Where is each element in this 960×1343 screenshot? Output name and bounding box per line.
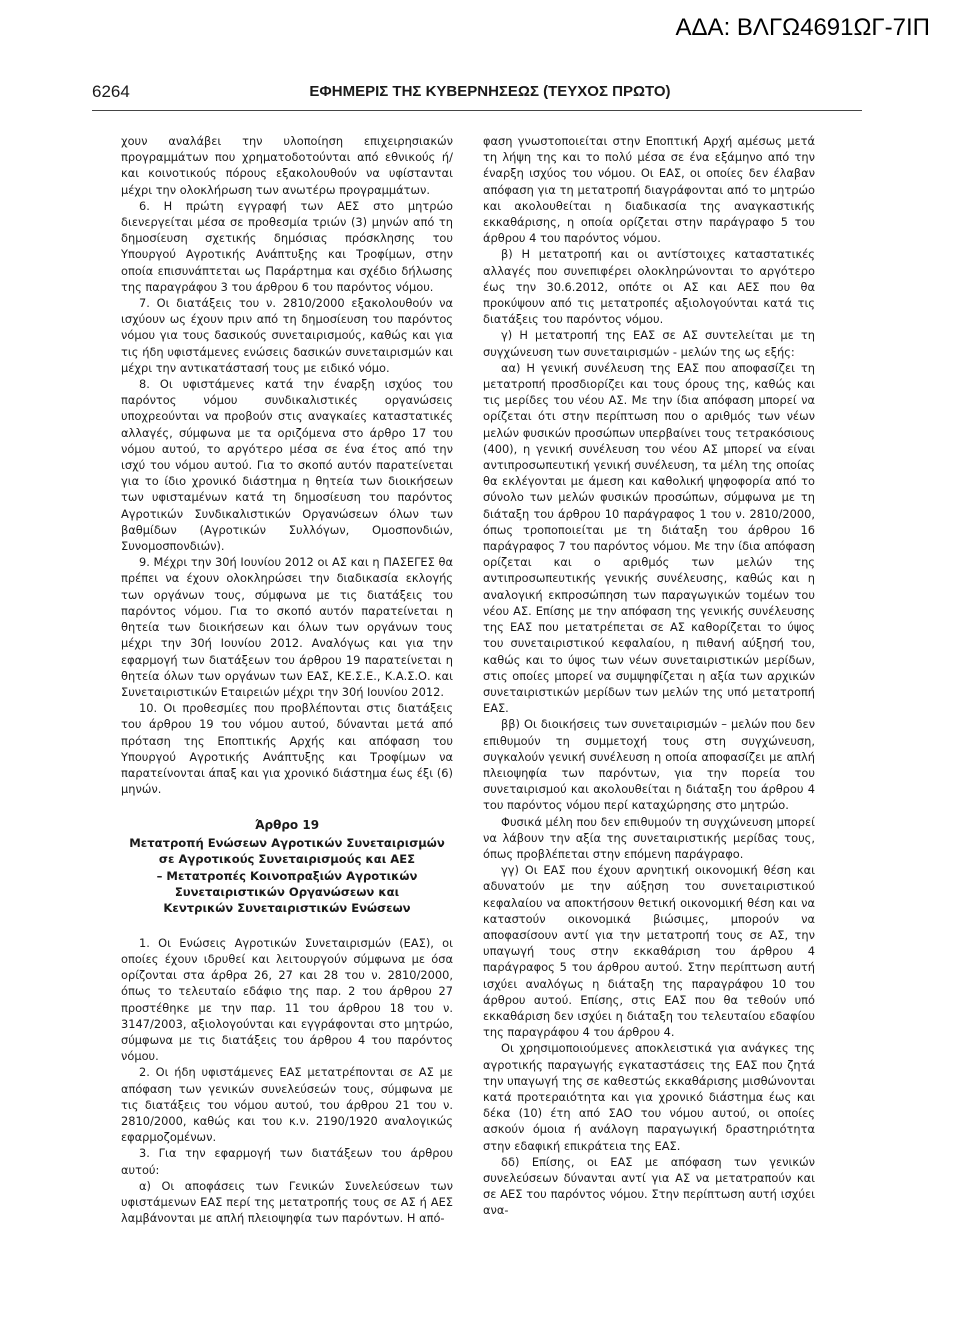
paragraph: ββ) Οι διοικήσεις των συνεταιρισμών – μελών που δεν επιθυμούν τη συμμετοχή τους στη συγχώνευση, συγκαλούν γενική συνέλευση η οποία αποφασίζει με απλή πλειοψηφία των παρόντων, για την πορεία του συνεταιρισμού και ακολουθείται η διάταξη του άρθρου 4 του παρόντος νόμου περί καταχώρησης στο μητρώο. <box>483 717 815 813</box>
paragraph: γ) Η μετατροπή της ΕΑΣ σε ΑΣ συντελείται με τη συγχώνευση των συνεταιρισμών - μελών της ως εξής: <box>483 328 815 359</box>
paragraph: α) Οι αποφάσεις των Γενικών Συνελεύσεων των υφιστάμενων ΕΑΣ περί της μετατροπής τους σε ΑΣ ή ΑΕΣ λαμβάνονται με απλή πλειοψηφία των παρόντων. Η από- <box>121 1178 453 1226</box>
paragraph: 1. Οι Ενώσεις Αγροτικών Συνεταιρισμών (ΕΑΣ), οι οποίες έχουν ιδρυθεί και λειτουργούν σύμφωνα με όσα ορίζονται στα άρθρα 26, 27 και 28 του ν. 2810/2000, όπως το τελευταίο εδάφιο της παρ. 2 του άρθρου 27 προστέθηκε με την παρ. 11 του άρθρου 18 του ν. 3147/2003, αξιολογούνται και εγγράφονται στο μητρώο, σύμφωνα με τις διατάξεις του άρθρου 4 του παρόντος νόμου. <box>121 935 453 1064</box>
paragraph: 10. Οι προθεσμίες που προβλέπονται στις διατάξεις του άρθρου 19 του νόμου αυτού, δύνανται μετά από πρόταση της Εποπτικής Αρχής και απόφαση του Υπουργού Αγροτικής Ανάπτυξης και Τροφίμων να παρατείνονται άπαξ και για χρονικό διάστημα έως έξι (6) μηνών. <box>121 701 453 797</box>
article-title-line: Μετατροπή Ενώσεων Αγροτικών Συνεταιρισμών <box>129 835 445 850</box>
article-number: Άρθρο 19 <box>254 818 320 833</box>
ada-code: ΑΔΑ: ΒΛΓΩ4691ΩΓ-7ΙΠ <box>675 14 930 41</box>
page-number: 6264 <box>92 82 130 101</box>
paragraph: 2. Οι ήδη υφιστάμενες ΕΑΣ μετατρέπονται σε ΑΣ με απόφαση των γενικών συνελεύσεών τους, σύμφωνα με τις διατάξεις του νόμου αυτού, του άρθρου 21 του ν. 2810/2000, καθώς και του κ.ν. 2190/1920 αναλογικώς εφαρμοζομένων. <box>121 1065 453 1145</box>
right-column <box>483 133 815 1219</box>
gazette-title: ΕΦΗΜΕΡΙΣ ΤΗΣ ΚΥΒΕΡΝΗΣΕΩΣ (ΤΕΥΧΟΣ ΠΡΩΤΟ) <box>309 83 671 100</box>
paragraph: β) Η μετατροπή και οι αντίστοιχες καταστατικές αλλαγές που συνεπιφέρει ολοκληρώνονται το αργότερο έως την 30.6.2012, οπότε οι ΑΣ και ΑΕΣ που θα προκύψουν από τις μετατροπές αξιολογούνται κατά τις διατάξεις του παρόντος νόμου. <box>483 247 815 327</box>
paragraph: 6. Η πρώτη εγγραφή των ΑΕΣ στο μητρώο διενεργείται μέσα σε προθεσμία τριών (3) μηνών από τη δημοσίευση σχετικής δημόσιας πρόσκλησης του Υπουργού Αγροτικής Ανάπτυξης και Τροφίμων, στην οποία επισυνάπτεται ως Παράρτημα και σχέδιο δήλωσης της παραγράφου 3 του άρθρου 6 του παρόντος νόμου. <box>121 198 453 294</box>
paragraph: χουν αναλάβει την υλοποίηση επιχειρησιακών προγραμμάτων που χρηματοδοτούνται από εθνικούς ή/και κοινοτικούς πόρους εξακολουθούν να υφίστανται μέχρι την ολοκλήρωση των ανωτέρω προγραμμάτων. <box>121 134 453 197</box>
paragraph: φαση γνωστοποιείται στην Εποπτική Αρχή αμέσως μετά τη λήψη της και το πολύ μέσα σε ένα εξάμηνο από την έναρξη ισχύος του νόμου. Οι ΕΑΣ, οι οποίες δεν έλαβαν απόφαση για τη μετατροπή διαγράφονται από το μητρώο και ακολουθείται η διαδικασία της αναγκαστικής εκκαθάρισης, η οποία ορίζεται στην παράγραφο 5 του άρθρου 4 του παρόντος νόμου. <box>483 134 815 246</box>
paragraph: 8. Οι υφιστάμενες κατά την έναρξη ισχύος του παρόντος νόμου συνδικαλιστικές οργανώσεις υποχρεούνται να προβούν στις αναγκαίες καταστατικές αλλαγές, σύμφωνα με τα οριζόμενα στο άρθρο 17 του νόμου αυτού, το αργότερο μέσα σε ένα έτος από την ισχύ του νόμου αυτού. Για το σκοπό αυτόν παρατείνεται για το ίδιο χρονικό διάστημα η θητεία των διοικήσεων των υφισταμένων κατά τη δημοσίευση του παρόντος Αγροτικών Συνδικαλιστικών Οργανώσεων όλων των βαθμίδων (Αγροτικών Συλλόγων, Ομοσπονδιών, Συνομοσπονδιών). <box>121 377 453 554</box>
paragraph: αα) Η γενική συνέλευση της ΕΑΣ που αποφασίζει τη μετατροπή προσδιορίζει και τους όρους της, καθώς και τις μερίδες του νέου ΑΣ. Με την ίδια απόφαση μπορεί να ορίζεται ότι στην περίπτωση που ο αριθμός των νέων μελών φυσικών προσώπων υπερβαίνει τους τετρακόσιους (400), η γενική συνέλευση του νέου ΑΣ μπορεί να είναι αντιπροσωπευτική γενική συνέλευση, τα μέλη της οποίας θα εκλέγονται με άμεση και καθολική ψηφοφορία από το σύνολο των μελών φυσικών προσώπων, σύμφωνα με τη διάταξη του άρθρου 10 παράγραφος 1 του ν. 2810/2000, όπως τροποποιείται με τη διάταξη του άρθρου 16 παράγραφος 7 του παρόντος νόμου. Με την ίδια απόφαση ορίζεται και ο αριθμός των μελών της αντιπροσωπευτικής γενικής συνέλευσης, καθώς και η αναλογική εκπροσώπηση των παραγωγικών τομέων του νέου ΑΣ. Επίσης με την απόφαση της γενικής συνέλευσης της ΕΑΣ που μετατρέπεται σε ΑΣ καθορίζεται το ύψος του συνεταιριστικού κεφαλαίου, η πιθανή αύξησή του, καθώς και το ύψος των νέων συνεταιριστικών μερίδων, στις οποίες μπορεί να συμψηφίζεται η αξία των αρχικών συνεταιριστικών μερίδων των μελών της υπό μετατροπή ΕΑΣ. <box>483 360 815 716</box>
paragraph: 9. Μέχρι την 30ή Ιουνίου 2012 οι ΑΣ και η ΠΑΣΕΓΕΣ θα πρέπει να έχουν ολοκληρώσει την διαδικασία εκλογής των οργάνων τους, σύμφωνα με τις διατάξεις του παρόντος νόμου. Για το σκοπό αυτόν παρατείνεται η θητεία των διοικήσεων και όλων των οργάνων τους μέχρι την 30ή Ιουνίου 2012. Αναλόγως και για την εφαρμογή των διατάξεων του άρθρου 19 παρατείνεται η θητεία όλων των οργάνων των ΕΑΣ, ΚΕ.Σ.Ε., Κ.Α.Σ.Ο. και Συνεταιριστικών Εταιρειών μέχρι την 30ή Ιουνίου 2012. <box>121 555 453 699</box>
paragraph: δδ) Επίσης, οι ΕΑΣ με απόφαση των γενικών συνελεύσεων δύνανται αντί για ΑΣ να μετατραπούν και σε ΑΕΣ του παρόντος νόμου. Στην περίπτωση αυτή ισχύει ανα- <box>483 1154 815 1218</box>
article-title-line: Κεντρικών Συνεταιριστικών Ενώσεων <box>163 901 411 916</box>
paragraph: 3. Για την εφαρμογή των διατάξεων του άρθρου αυτού: <box>121 1146 453 1177</box>
paragraph: Φυσικά μέλη που δεν επιθυμούν τη συγχώνευση μπορεί να λάβουν την αξία της συνεταιριστικής μερίδας τους, όπως προβλέπεται στην επόμενη παράγραφο. <box>483 814 815 861</box>
article-title-line: σε Αγροτικούς Συνεταιρισμούς και ΑΕΣ <box>158 852 416 867</box>
left-column <box>121 133 453 1226</box>
paragraph: Οι χρησιμοποιούμενες αποκλειστικά για ανάγκες της αγροτικής παραγωγής εγκαταστάσεις της ΕΑΣ που ζητά την υπαγωγή της σε καθεστώς εκκαθάρισης μισθώνονται κατά προτεραιότητα και για χρονικό διάστημα έως και δέκα (10) έτη από ΣΑΟ του νόμου αυτού, οι οποίες ασκούν όμοια ή ανάλογη παραγωγική δραστηριότητα στην εδαφική επικράτεια της ΕΑΣ. <box>483 1041 815 1153</box>
page-header <box>92 82 862 111</box>
paragraph: 7. Οι διατάξεις του ν. 2810/2000 εξακολουθούν να ισχύουν ως έχουν πριν από τη δημοσίευση του παρόντος νόμου για τους δασικούς συνεταιρισμούς, καθώς και για τις ήδη υφιστάμενες ενώσεις δασικών συνεταιρισμών και μέχρι την αντικατάστασή τους με ειδικό νόμο. <box>121 296 453 375</box>
article-title-line: Συνεταιριστικών Οργανώσεων και <box>174 884 400 899</box>
article-title-line: – Μετατροπές Κοινοπραξιών Αγροτικών <box>156 868 418 883</box>
paragraph: γγ) Οι ΕΑΣ που έχουν αρνητική οικονομική θέση και αδυνατούν με την αύξηση του συνεταιριστικού κεφαλαίου να αποκτήσουν θετική οικονομική θέση και να καταστούν οικονομικά βιώσιμες, μπορούν να αποφασίσουν αντί για την μετατροπή τους σε ΑΣ, την υπαγωγή τους στην εκκαθάριση του άρθρου 4 παράγραφος 5 του άρθρου αυτού. Στην περίπτωση αυτή ισχύει αναλόγως η διάταξη της παραγράφου 10 του άρθρου αυτού. Επίσης, στις ΕΑΣ που θα τεθούν υπό εκκαθάριση δεν ισχύει η διάταξη του τελευταίου εδαφίου της παραγράφου 4 του άρθρου 4. <box>483 863 815 1040</box>
article-heading <box>121 817 453 916</box>
